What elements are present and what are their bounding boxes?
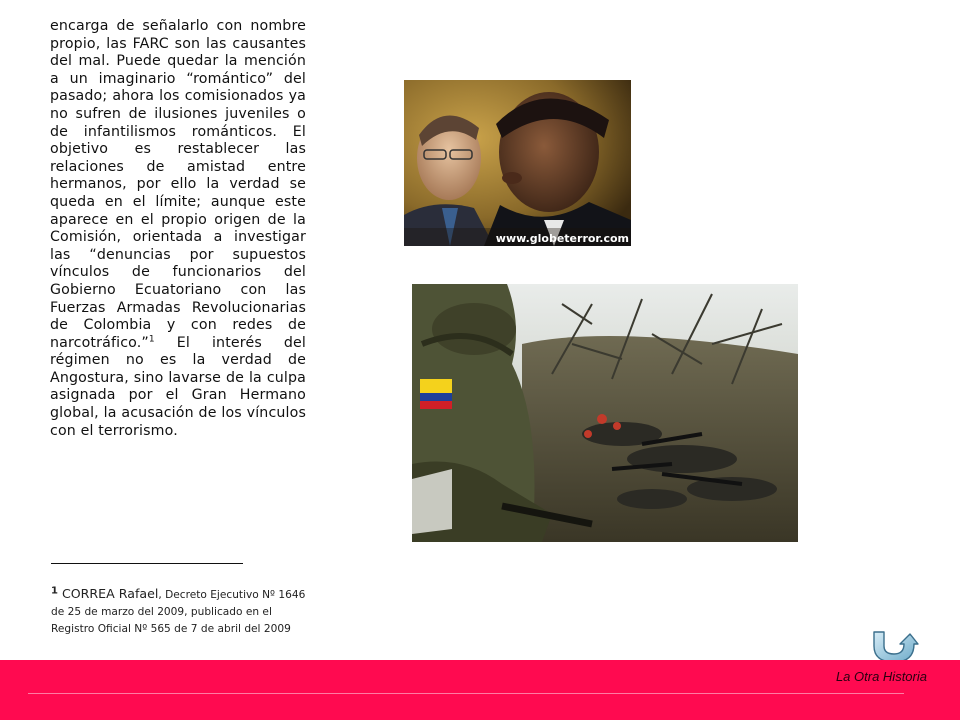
photo-uribe-obama (404, 80, 631, 246)
article-body-text-continued: El interés del régimen no es la verdad de Angostura, sino lavarse de la culpa asignada por el Gran Hermano global, la acusación de los vínculos con el terrorismo. (50, 334, 306, 439)
footnote-separator (51, 563, 243, 564)
footnote (51, 585, 311, 638)
footnote-reference[interactable]: 1 (148, 333, 155, 344)
footer-bar (0, 660, 960, 720)
photo-uribe-obama-image (404, 80, 631, 246)
article-body (50, 18, 306, 440)
footer-brand: La Otra Historia (835, 669, 927, 684)
footer-divider (28, 693, 904, 694)
footnote-number: 1 (51, 585, 58, 597)
u-turn-arrow-icon[interactable] (870, 628, 920, 662)
photo-jungle-camp (412, 284, 798, 542)
photo-jungle-camp-image (412, 284, 798, 542)
footnote-author: CORREA Rafael (57, 586, 159, 601)
footnote-citation: , Decreto Ejecutivo Nº 1646 de 25 de marzo del 2009, publicado en el Registro Oficial Nº 565 de 7 de abril del 2009 (51, 589, 306, 635)
article-body-text: encarga de señalarlo con nombre propio, las FARC son las causantes del mal. Puede quedar la mención a un imaginario “romántico” del pasado; ahora los comisionados ya no sufren de ilusiones juveniles o de infantilismos románticos. El objetivo es restablecer las relaciones de amistad entre hermanos, por ello la verdad se queda en el límite; aunque este aparece en el propio origen de la Comisión, orientada a investigar las “denuncias por supuestos vínculos de funcionarios del Gobierno Ecuatoriano con las Fuerzas Armadas Revolucionarias de Colombia y con redes de narcotráfico.” (50, 18, 306, 351)
ecuador-flag-patch (420, 379, 452, 409)
photo-watermark: www.globeterror.com (495, 232, 629, 245)
